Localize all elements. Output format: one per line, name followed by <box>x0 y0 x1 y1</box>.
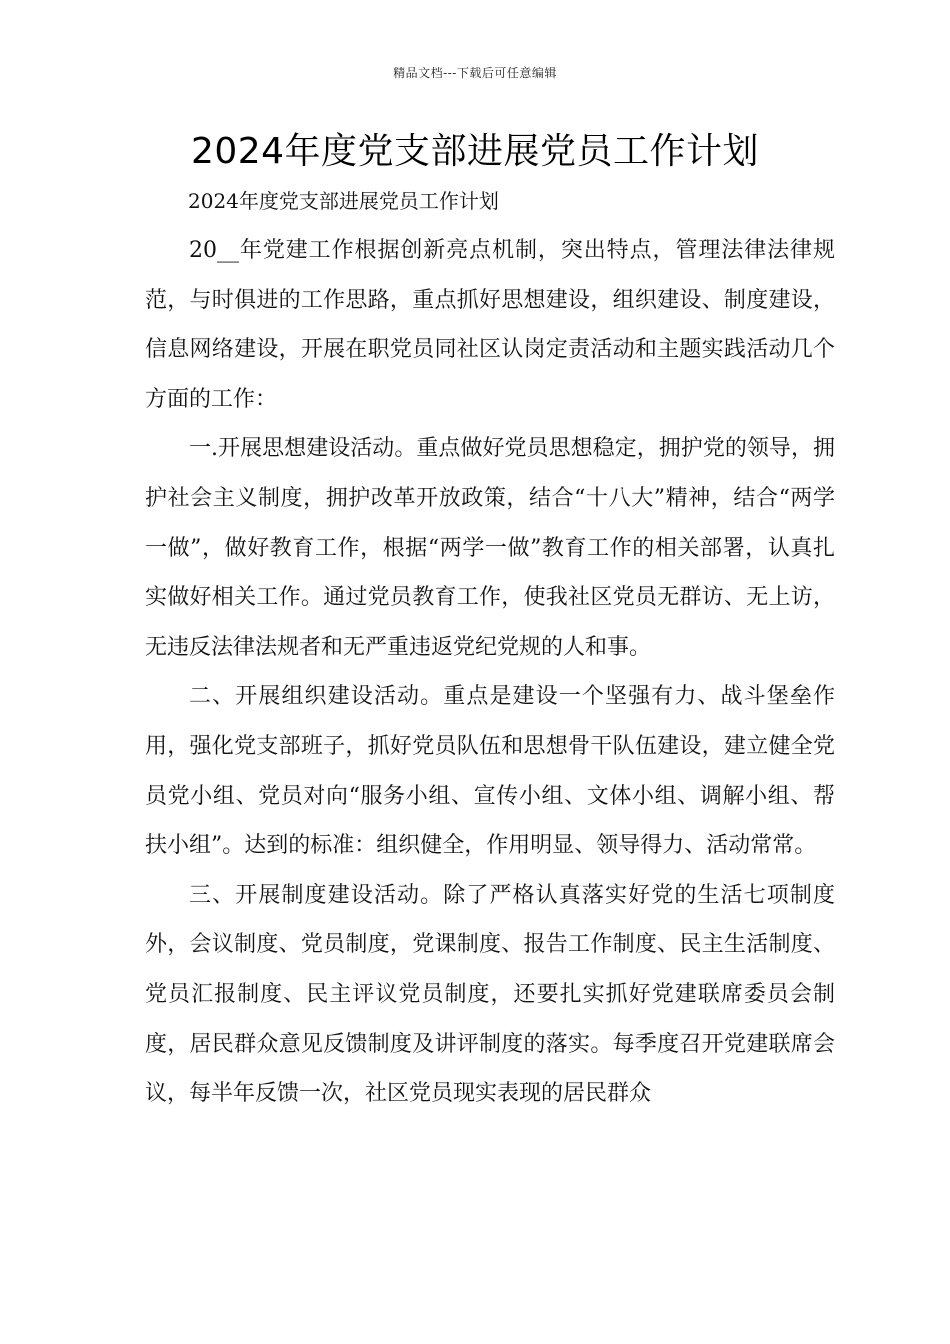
document-body <box>145 226 835 1119</box>
header-note: 精品文档---下载后可任意编辑 <box>393 66 557 80</box>
document-subtitle: 2024年度党支部进展党员工作计划 <box>188 189 499 213</box>
paragraph-intro: 20__年党建工作根据创新亮点机制，突出特点，管理法律法律规范，与时俱进的工作思路，重点抓好思想建设，组织建设、制度建设，信息网络建设，开展在职党员同社区认岗定责活动和主题实践活动几个方面的工作： <box>145 238 835 412</box>
paragraph-organization: 二、开展组织建设活动。重点是建设一个坚强有力、战斗堡垒作用，强化党支部班子，抓好党员队伍和思想骨干队伍建设，建立健全党员党小组、党员对向“服务小组、宣传小组、文体小组、调解小组、帮扶小组”。达到的标准：组织健全，作用明显、领导得力、活动常常。 <box>145 684 835 859</box>
document-title: 2024年度党支部进展党员工作计划 <box>190 131 760 172</box>
paragraph-ideology: 一.开展思想建设活动。重点做好党员思想稳定，拥护党的领导，拥护社会主义制度，拥护改革开放政策，结合“十八大”精神，结合“两学一做”，做好教育工作，根据“两学一做”教育工作的相关部署，认真扎实做好相关工作。通过党员教育工作，使我社区党员无群访、无上访，无违反法律法规者和无严重违返党纪党规的人和事。 <box>145 436 835 660</box>
paragraph-system: 三、开展制度建设活动。除了严格认真落实好党的生活七项制度外，会议制度、党员制度，党课制度、报告工作制度、民主生活制度、党员汇报制度、民主评议党员制度，还要扎实抓好党建联席委员会制度，居民群众意见反馈制度及讲评制度的落实。每季度召开党建联席会议，每半年反馈一次，社区党员现实表现的居民群众 <box>145 882 835 1107</box>
